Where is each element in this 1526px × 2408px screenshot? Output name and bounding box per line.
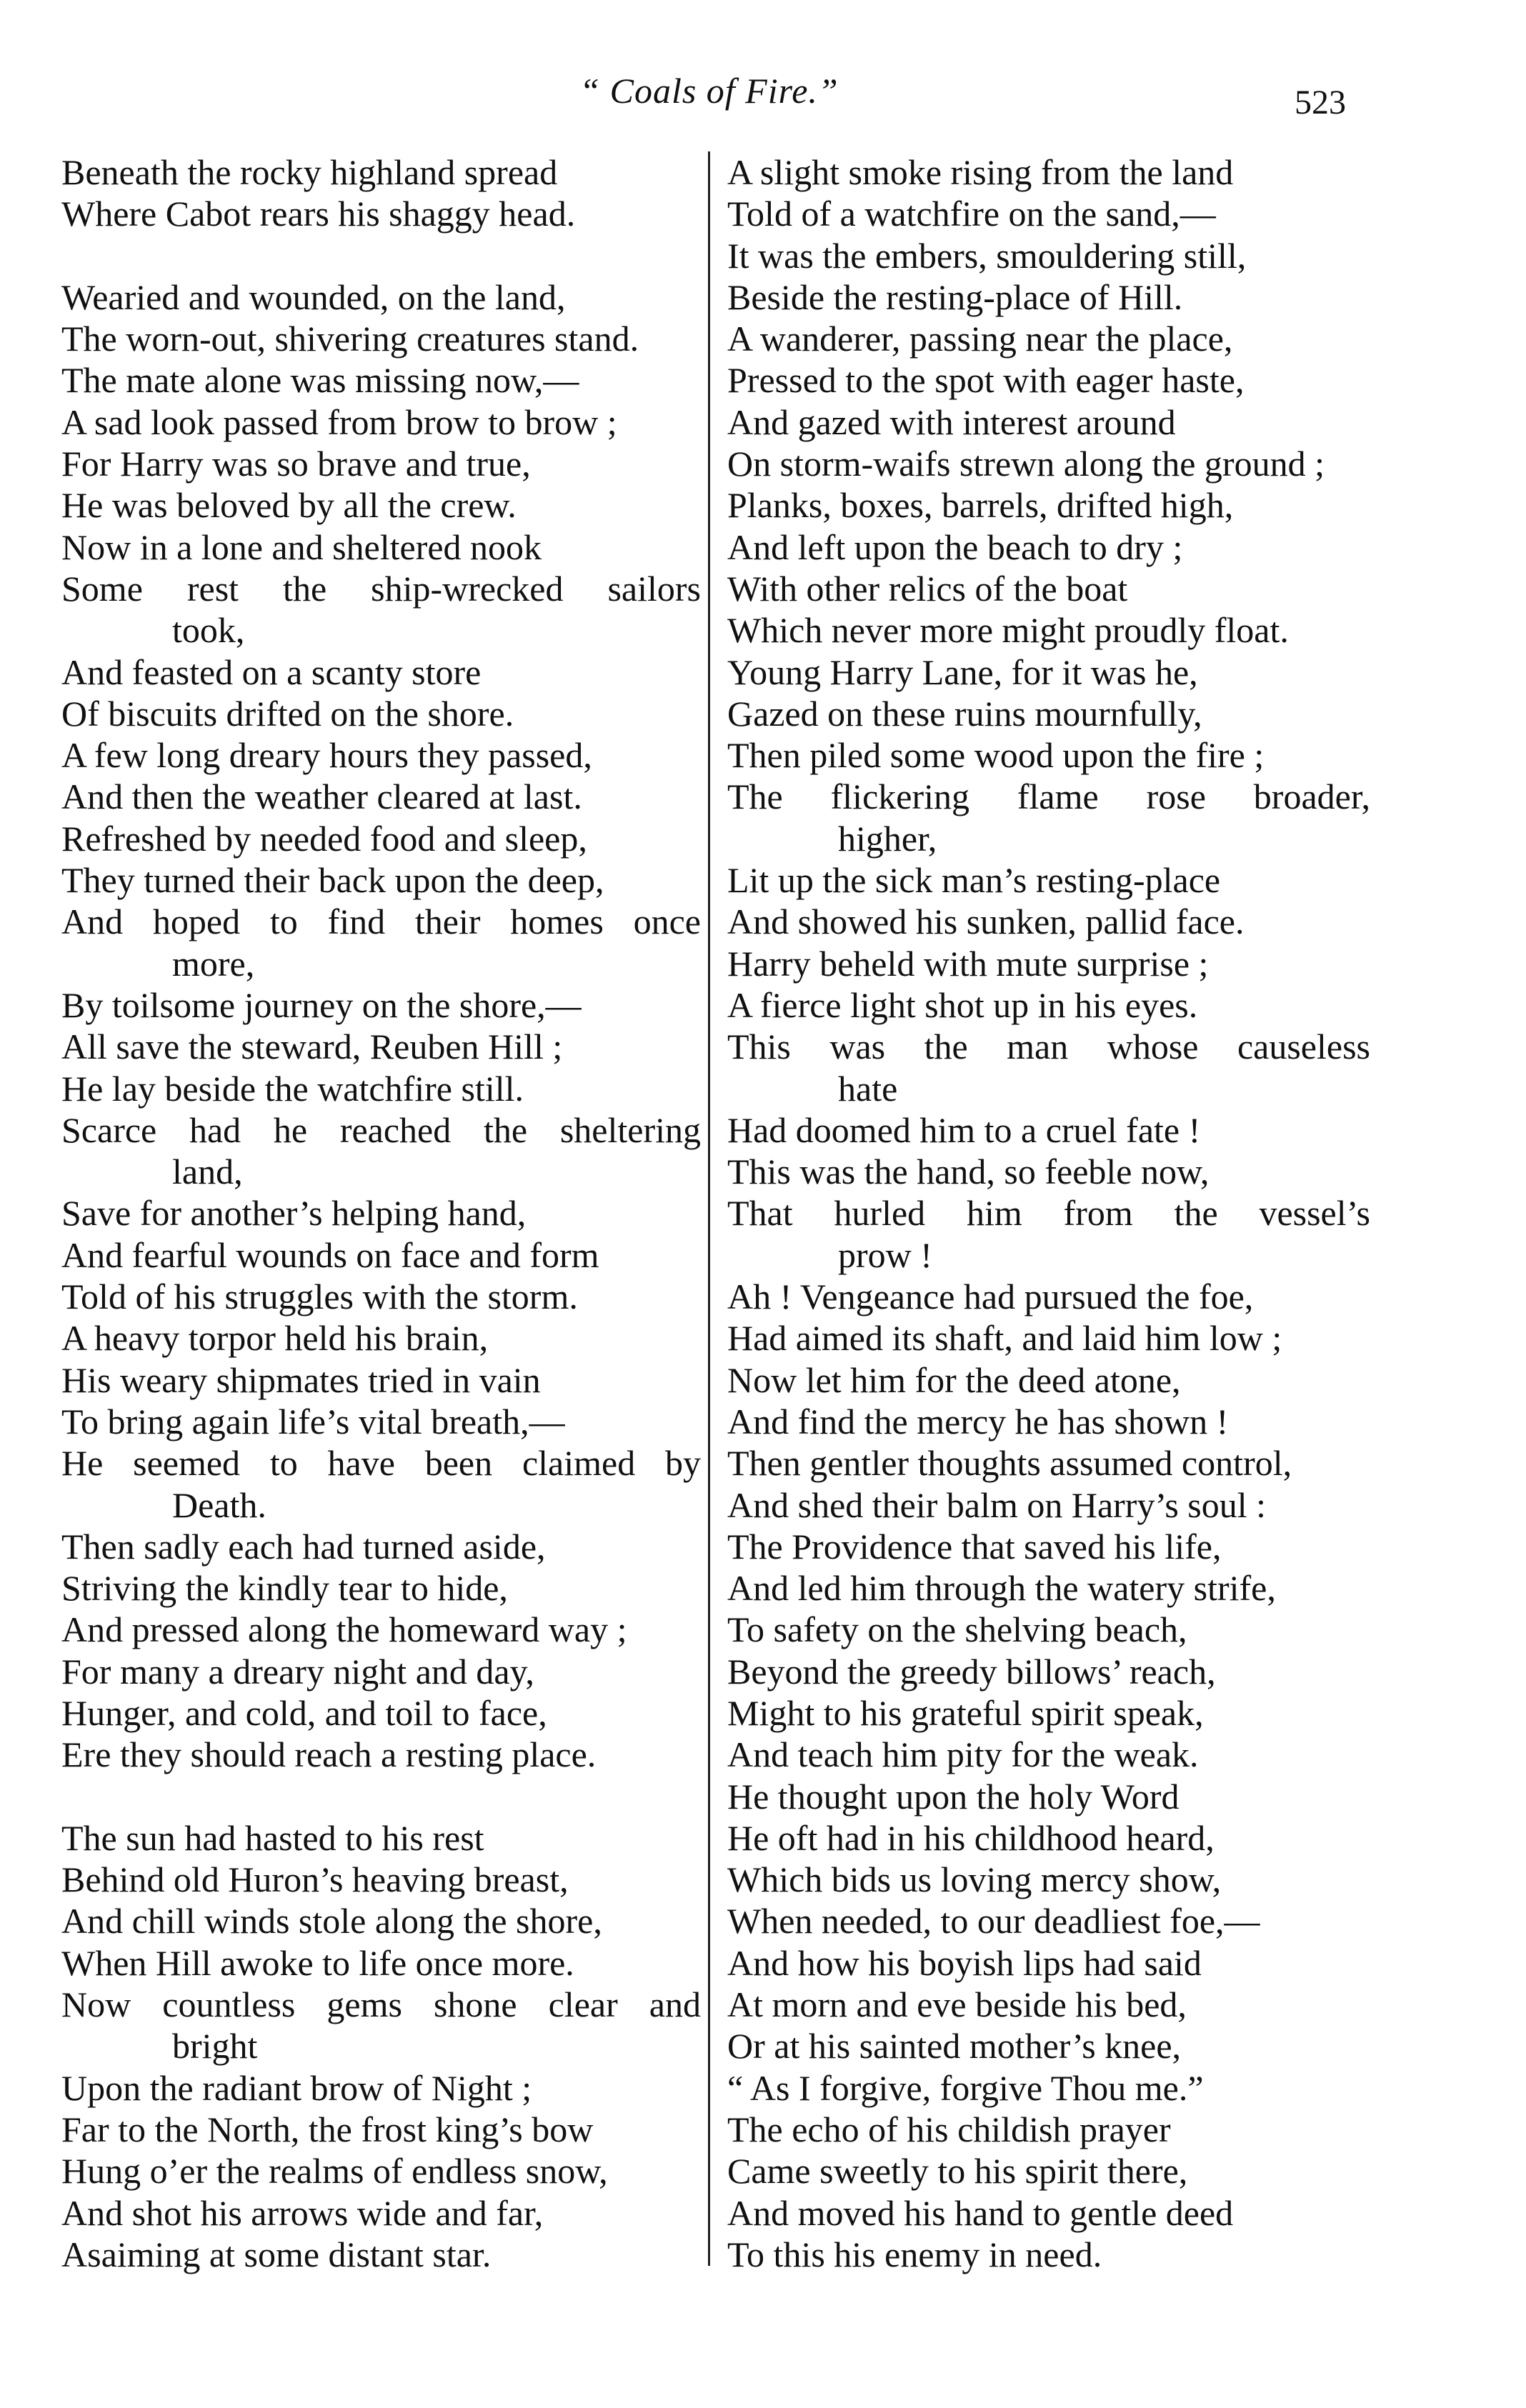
stanza-break xyxy=(61,235,701,276)
poem-line: He oft had in his childhood heard, xyxy=(727,1817,1215,1858)
poem-line-continuation: bright xyxy=(172,2026,258,2067)
poem-line: For Harry was so brave and true, xyxy=(61,444,531,484)
poem-line: A few long dreary hours they passed, xyxy=(61,735,592,776)
poem-line: When needed, to our deadliest foe,— xyxy=(727,1901,1260,1942)
poem-line: The Providence that saved his life, xyxy=(727,1526,1222,1567)
poem-line: The sun had hasted to his rest xyxy=(61,1817,484,1858)
running-header-title: “ Coals of Fire.” xyxy=(579,71,839,111)
poem-line: Hunger, and cold, and toil to face, xyxy=(61,1692,547,1733)
poem-line: Or at his sainted mother’s knee, xyxy=(727,2026,1182,2067)
poem-line: To bring again life’s vital breath,— xyxy=(61,1401,565,1442)
poem-line: This was the man whose causeless xyxy=(727,1026,1370,1067)
page-number: 523 xyxy=(1295,84,1346,121)
poem-line: And shot his arrows wide and far, xyxy=(61,2192,544,2233)
poem-line: He was beloved by all the crew. xyxy=(61,485,517,526)
poem-line: And shed their balm on Harry’s soul : xyxy=(727,1484,1267,1525)
poem-line: And pressed along the homeward way ; xyxy=(61,1609,627,1650)
poem-line: Told of his struggles with the storm. xyxy=(61,1277,578,1317)
poem-line: At morn and eve beside his bed, xyxy=(727,1984,1187,2025)
poem-line: A wanderer, passing near the place, xyxy=(727,319,1233,359)
poem-line: And left upon the beach to dry ; xyxy=(727,526,1183,567)
column-divider-rule xyxy=(708,151,710,2266)
poem-line: Wearied and wounded, on the land, xyxy=(61,276,566,317)
poem-column-left xyxy=(61,151,701,2275)
poem-line: A fierce light shot up in his eyes. xyxy=(727,984,1198,1025)
poem-line: Ah ! Vengeance had pursued the foe, xyxy=(727,1277,1254,1317)
poem-column-right xyxy=(727,151,1370,2275)
poem-line: And led him through the watery strife, xyxy=(727,1568,1276,1609)
poem-line: Striving the kindly tear to hide, xyxy=(61,1568,508,1609)
poem-line: Then piled some wood upon the fire ; xyxy=(727,735,1265,776)
poem-line: Harry beheld with mute surprise ; xyxy=(727,943,1209,984)
poem-line: All save the steward, Reuben Hill ; xyxy=(61,1026,563,1067)
poem-line: Asaiming at some distant star. xyxy=(61,2234,492,2274)
poem-line: To safety on the shelving beach, xyxy=(727,1609,1187,1650)
poem-line: His weary shipmates tried in vain xyxy=(61,1359,541,1400)
poem-line: And chill winds stole along the shore, xyxy=(61,1901,602,1942)
poem-line: Ere they should reach a resting place. xyxy=(61,1734,597,1775)
poem-line: Upon the radiant brow of Night ; xyxy=(61,2067,532,2108)
poem-line: The mate alone was missing now,— xyxy=(61,360,579,401)
stanza-break xyxy=(61,1776,701,1817)
poem-line: Where Cabot rears his shaggy head. xyxy=(61,194,576,234)
poem-line-continuation: land, xyxy=(172,1151,243,1192)
poem-line: Now in a lone and sheltered nook xyxy=(61,526,542,567)
poem-line: He lay beside the watchfire still. xyxy=(61,1068,524,1109)
poem-line: And fearful wounds on face and form xyxy=(61,1234,599,1275)
poem-line: Some rest the ship-wrecked sailors xyxy=(61,568,701,609)
poem-line: Which bids us loving mercy show, xyxy=(727,1859,1222,1900)
poem-line: Beside the resting-place of Hill. xyxy=(727,276,1183,317)
poem-line: And moved his hand to gentle deed xyxy=(727,2192,1234,2233)
poem-line: Of biscuits drifted on the shore. xyxy=(61,693,514,734)
poem-line: Young Harry Lane, for it was he, xyxy=(727,651,1198,692)
poem-line: He thought upon the holy Word xyxy=(727,1776,1180,1817)
poem-line: For many a dreary night and day, xyxy=(61,1651,534,1692)
poem-line-continuation: higher, xyxy=(838,818,937,859)
poem-line: Then sadly each had turned aside, xyxy=(61,1526,546,1567)
poem-line: And find the mercy he has shown ! xyxy=(727,1401,1229,1442)
poem-line: He seemed to have been claimed by xyxy=(61,1443,701,1484)
poem-line-continuation: hate xyxy=(838,1068,898,1109)
poem-line: Might to his grateful spirit speak, xyxy=(727,1692,1204,1733)
poem-line: They turned their back upon the deep, xyxy=(61,860,604,901)
poem-line: Pressed to the spot with eager haste, xyxy=(727,360,1245,401)
poem-line: Now countless gems shone clear and xyxy=(61,1984,701,2025)
poem-line-continuation: more, xyxy=(172,943,255,984)
poem-line: Told of a watchfire on the sand,— xyxy=(727,194,1216,234)
poem-line: The worn-out, shivering creatures stand. xyxy=(61,319,639,359)
poem-line: Far to the North, the frost king’s bow xyxy=(61,2109,594,2149)
poem-line: Hung o’er the realms of endless snow, xyxy=(61,2151,608,2192)
poem-line: And feasted on a scanty store xyxy=(61,651,482,692)
poem-line: Then gentler thoughts assumed control, xyxy=(727,1443,1292,1484)
poem-line: It was the embers, smouldering still, xyxy=(727,235,1247,276)
poem-line: Scarce had he reached the sheltering xyxy=(61,1109,701,1150)
poem-line: Lit up the sick man’s resting-place xyxy=(727,860,1221,901)
poem-line: To this his enemy in need. xyxy=(727,2234,1102,2274)
poem-line: And how his boyish lips had said xyxy=(727,1942,1202,1983)
poem-line: Behind old Huron’s heaving breast, xyxy=(61,1859,569,1900)
poem-line: Now let him for the deed atone, xyxy=(727,1359,1181,1400)
poem-line-continuation: Death. xyxy=(172,1484,266,1525)
poem-line: This was the hand, so feeble now, xyxy=(727,1151,1210,1192)
poem-line: Had aimed its shaft, and laid him low ; xyxy=(727,1318,1282,1359)
poem-line: With other relics of the boat xyxy=(727,568,1128,609)
poem-line: And gazed with interest around xyxy=(727,401,1176,442)
poem-line: Planks, boxes, barrels, drifted high, xyxy=(727,485,1234,526)
poem-line: Refreshed by needed food and sleep, xyxy=(61,818,587,859)
poem-line: That hurled him from the vessel’s xyxy=(727,1193,1370,1234)
poem-line-continuation: prow ! xyxy=(838,1234,932,1275)
poem-line: A heavy torpor held his brain, xyxy=(61,1318,489,1359)
poem-line: Beneath the rocky highland spread xyxy=(61,152,558,192)
poem-line: Save for another’s helping hand, xyxy=(61,1193,527,1234)
poem-line: On storm-waifs strewn along the ground ; xyxy=(727,444,1325,484)
poem-line-continuation: took, xyxy=(172,610,245,651)
poem-line: Gazed on these ruins mournfully, xyxy=(727,693,1202,734)
poem-line: And teach him pity for the weak. xyxy=(727,1734,1199,1775)
poem-line: And showed his sunken, pallid face. xyxy=(727,901,1245,942)
poem-line: A slight smoke rising from the land xyxy=(727,152,1234,192)
poem-line: The flickering flame rose broader, xyxy=(727,776,1370,817)
poem-line: A sad look passed from brow to brow ; xyxy=(61,401,617,442)
poem-line: When Hill awoke to life once more. xyxy=(61,1942,574,1983)
poem-line: Had doomed him to a cruel fate ! xyxy=(727,1109,1201,1150)
poem-line: By toilsome journey on the shore,— xyxy=(61,984,582,1025)
poem-line: And hoped to find their homes once xyxy=(61,901,701,942)
poem-line: “ As I forgive, forgive Thou me.” xyxy=(727,2067,1204,2108)
poem-line: The echo of his childish prayer xyxy=(727,2109,1171,2149)
poem-line: Beyond the greedy billows’ reach, xyxy=(727,1651,1216,1692)
poem-line: Came sweetly to his spirit there, xyxy=(727,2151,1188,2192)
poem-line: Which never more might proudly float. xyxy=(727,610,1289,651)
poem-line: And then the weather cleared at last. xyxy=(61,776,582,817)
